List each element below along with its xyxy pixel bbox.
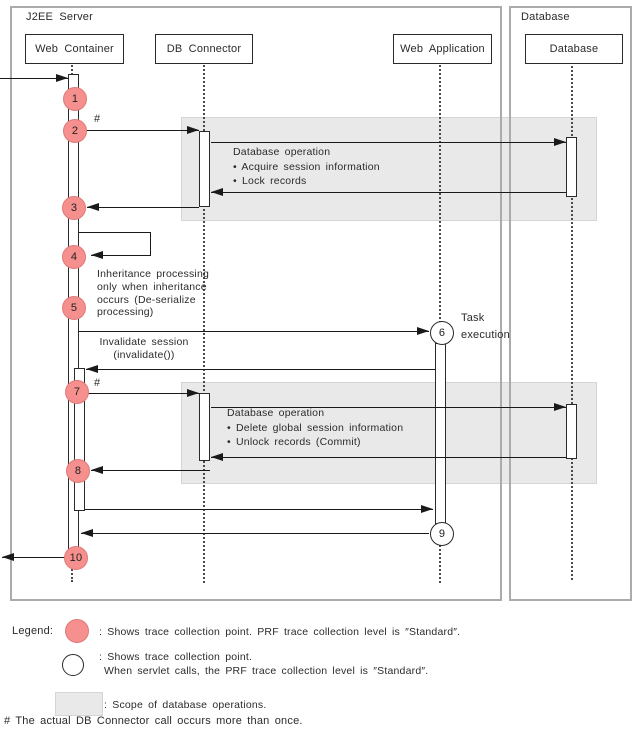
legend-pink-text: : Shows trace collection point. PRF trace collection level is ″Standard″. xyxy=(99,626,461,638)
trace-point-1: 1 xyxy=(63,87,87,111)
j2ee-server-label: J2EE Server xyxy=(26,11,93,23)
trace-point-7: 7 xyxy=(65,380,89,404)
message-dbc-return-1-arrow xyxy=(87,207,199,208)
trace-point-8: 8 xyxy=(66,459,90,483)
db-operation-note-1-title: Database operation xyxy=(233,146,331,158)
message-wc-to-dbc-2-arrow xyxy=(85,393,199,394)
activation-web-application xyxy=(435,343,446,524)
legend-white-text-line2: When servlet calls, the PRF trace collection level is ″Standard″. xyxy=(104,665,429,677)
message-dbc-return-2-arrow xyxy=(91,470,210,471)
task-execution-line2: execution xyxy=(461,328,510,341)
db-operation-note-2-item: • Unlock records (Commit) xyxy=(227,436,361,448)
trace-point-10: 10 xyxy=(64,546,88,570)
invalidate-session-line2: (invalidate()) xyxy=(113,349,175,361)
message-dbc-to-db-1-arrow xyxy=(211,142,566,143)
trace-point-6: 6 xyxy=(430,321,454,345)
trace-point-4: 4 xyxy=(62,245,86,269)
db-operation-note-1-item: • Lock records xyxy=(233,175,307,187)
activation-db-connector-2 xyxy=(199,393,210,461)
legend-white-text-line1: : Shows trace collection point. xyxy=(99,651,253,663)
trace-point-2: 2 xyxy=(63,119,87,143)
message-wa-return-2-arrow xyxy=(81,533,429,534)
trace-point-9: 9 xyxy=(430,522,454,546)
participant-web-container: Web Container xyxy=(25,34,124,64)
task-execution-label xyxy=(461,310,510,343)
database-container-label: Database xyxy=(521,11,570,23)
inheritance-note-line: Inheritance processing xyxy=(97,268,210,280)
task-execution-line1: Task xyxy=(461,312,485,324)
inheritance-note-line: occurs (De-serialize xyxy=(97,293,196,306)
self-call-top-segment xyxy=(79,232,151,233)
invalidate-session-label xyxy=(85,336,203,362)
db-operation-note-2 xyxy=(227,406,403,450)
message-initial-request-arrow xyxy=(0,78,68,79)
message-db-return-1-arrow xyxy=(211,192,566,193)
legend-pink-circle-icon xyxy=(65,619,89,643)
db-operation-note-1 xyxy=(233,145,380,189)
activation-db-connector-1 xyxy=(199,131,210,207)
participant-db-connector: DB Connector xyxy=(155,34,253,64)
invalidate-session-line1: Invalidate session xyxy=(99,336,189,348)
legend-label: Legend: xyxy=(12,625,54,637)
db-operation-note-2-title: Database operation xyxy=(227,407,325,419)
inheritance-note-line: processing) xyxy=(97,306,154,319)
participant-web-application: Web Application xyxy=(393,34,492,64)
activation-database-2 xyxy=(566,404,577,459)
self-call-return-arrow xyxy=(91,255,151,256)
legend-gray-swatch-icon xyxy=(55,692,103,716)
legend-white-circle-icon xyxy=(62,654,84,676)
db-operation-note-2-item: • Delete global session information xyxy=(227,421,404,434)
message-wa-return-1-arrow xyxy=(86,369,435,370)
message-invalidate-session-arrow xyxy=(79,331,429,332)
message-final-response-arrow xyxy=(2,557,68,558)
message-wc-to-wa-2-arrow xyxy=(85,509,433,510)
activation-database-1 xyxy=(566,137,577,197)
hash-label-2: # xyxy=(94,377,101,389)
message-db-return-2-arrow xyxy=(211,457,566,458)
db-operation-note-1-item: • Acquire session information xyxy=(233,160,380,173)
inheritance-note xyxy=(97,268,209,319)
footnote: # The actual DB Connector call occurs more than once. xyxy=(4,715,303,727)
message-wc-to-dbc-1-arrow xyxy=(79,130,199,131)
legend-gray-text: : Scope of database operations. xyxy=(104,699,267,711)
inheritance-note-line: only when inheritance xyxy=(97,280,207,293)
trace-point-5: 5 xyxy=(62,296,86,320)
hash-label-1: # xyxy=(94,113,101,125)
trace-point-3: 3 xyxy=(62,196,86,220)
participant-database: Database xyxy=(525,34,623,64)
self-call-right-segment xyxy=(150,232,151,255)
